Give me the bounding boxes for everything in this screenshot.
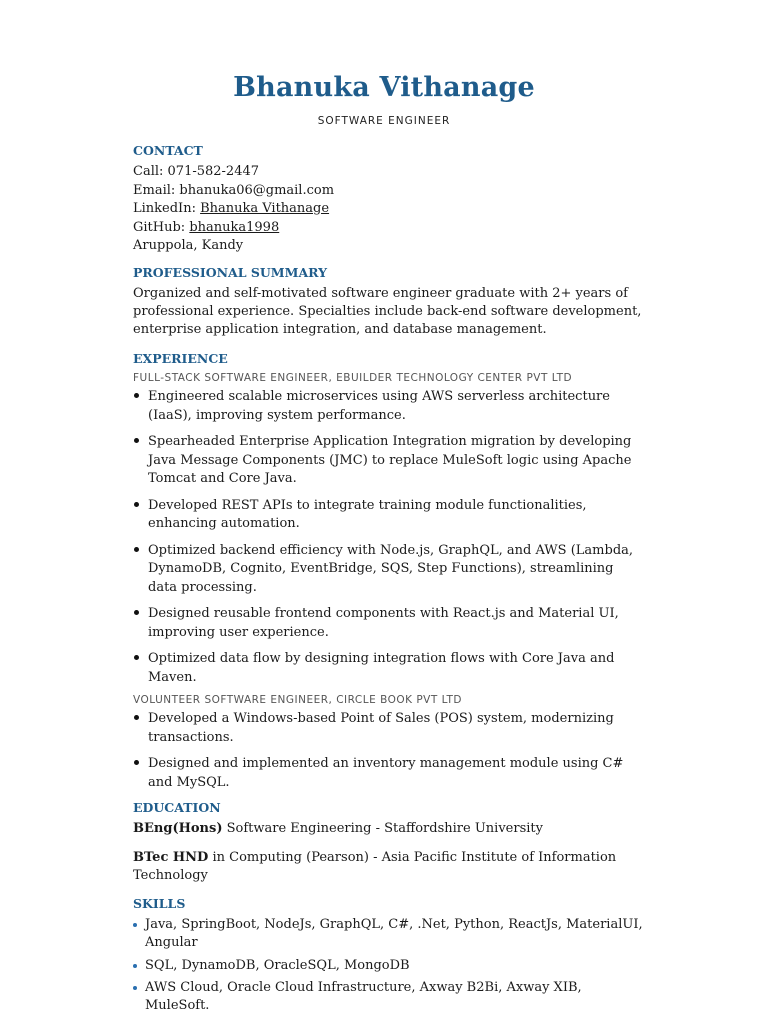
contact-heading: CONTACT bbox=[133, 143, 203, 158]
education-heading: EDUCATION bbox=[133, 800, 221, 816]
list-item: Developed a Windows-based Point of Sales (POS) system, modernizing transactions. bbox=[133, 710, 643, 747]
degree-name: BTec HND bbox=[133, 850, 209, 866]
job-bullets-circlebook bbox=[133, 710, 643, 792]
experience-heading: EXPERIENCE bbox=[133, 351, 228, 367]
contact-email: Email: bhanuka06@gmail.com bbox=[133, 182, 335, 198]
linkedin-link[interactable]: Bhanuka Vithanage bbox=[200, 201, 330, 216]
summary-section bbox=[133, 265, 643, 340]
skills-list bbox=[133, 916, 643, 1015]
degree-detail: in Computing (Pearson) - Asia Pacific Institute of Information Technology bbox=[133, 850, 617, 884]
resume-content bbox=[133, 143, 643, 1020]
contact-linkedin bbox=[133, 200, 643, 219]
education-item bbox=[133, 849, 643, 885]
job-title-ebuilder: FULL-STACK SOFTWARE ENGINEER, EBUILDER TECHNOLOGY CENTER PVT LTD bbox=[133, 372, 573, 385]
job-bullets-ebuilder bbox=[133, 388, 643, 687]
linkedin-label: LinkedIn: bbox=[133, 201, 201, 216]
list-item: Optimized backend efficiency with Node.js, GraphQL, and AWS (Lambda, DynamoDB, Cognito, EventBridge, SQS, Step Functions), streamlining data processing. bbox=[133, 542, 643, 598]
job-title-circlebook: VOLUNTEER SOFTWARE ENGINEER, CIRCLE BOOK PVT LTD bbox=[133, 694, 463, 707]
list-item: Developed REST APIs to integrate training module functionalities, enhancing automation. bbox=[133, 497, 643, 534]
contact-phone: Call: 071-582-2447 bbox=[133, 164, 260, 179]
list-item: Optimized data flow by designing integration flows with Core Java and Maven. bbox=[133, 650, 643, 687]
skills-heading: SKILLS bbox=[133, 896, 186, 912]
summary-heading: PROFESSIONAL SUMMARY bbox=[133, 264, 328, 280]
list-item: Spearheaded Enterprise Application Integration migration by developing Java Message Components (JMC) to replace MuleSoft logic using Apache Tomcat and Core Java. bbox=[133, 433, 643, 489]
degree-name: BEng(Hons) bbox=[133, 821, 223, 837]
list-item: Engineered scalable microservices using AWS serverless architecture (IaaS), improving system performance. bbox=[133, 388, 643, 425]
list-item: AWS Cloud, Oracle Cloud Infrastructure, Axway B2Bi, Axway XIB, MuleSoft. bbox=[133, 979, 643, 1015]
list-item: Designed and implemented an inventory management module using C# and MySQL. bbox=[133, 755, 643, 792]
list-item: Designed reusable frontend components with React.js and Material UI, improving user experience. bbox=[133, 605, 643, 642]
degree-detail: Software Engineering - Staffordshire University bbox=[222, 821, 543, 837]
github-link[interactable]: bhanuka1998 bbox=[189, 219, 280, 235]
list-item: SQL, DynamoDB, OracleSQL, MongoDB bbox=[133, 957, 643, 975]
list-item: Java, SpringBoot, NodeJs, GraphQL, C#, .Net, Python, ReactJs, MaterialUI, Angular bbox=[133, 916, 643, 952]
job-title: SOFTWARE ENGINEER bbox=[317, 115, 451, 127]
education-section bbox=[133, 800, 643, 885]
contact-location: Aruppola, Kandy bbox=[133, 238, 244, 253]
experience-section bbox=[133, 351, 643, 792]
skills-section bbox=[133, 896, 643, 1015]
contact-github bbox=[133, 219, 643, 238]
github-label: GitHub: bbox=[133, 219, 190, 235]
contact-section bbox=[133, 143, 643, 256]
summary-text: Organized and self-motivated software engineer graduate with 2+ years of professional experience. Specialties include back-end software development, enterprise application integration, and database management. bbox=[133, 285, 642, 338]
candidate-name: Bhanuka Vithanage bbox=[233, 72, 535, 103]
education-item bbox=[133, 820, 643, 838]
